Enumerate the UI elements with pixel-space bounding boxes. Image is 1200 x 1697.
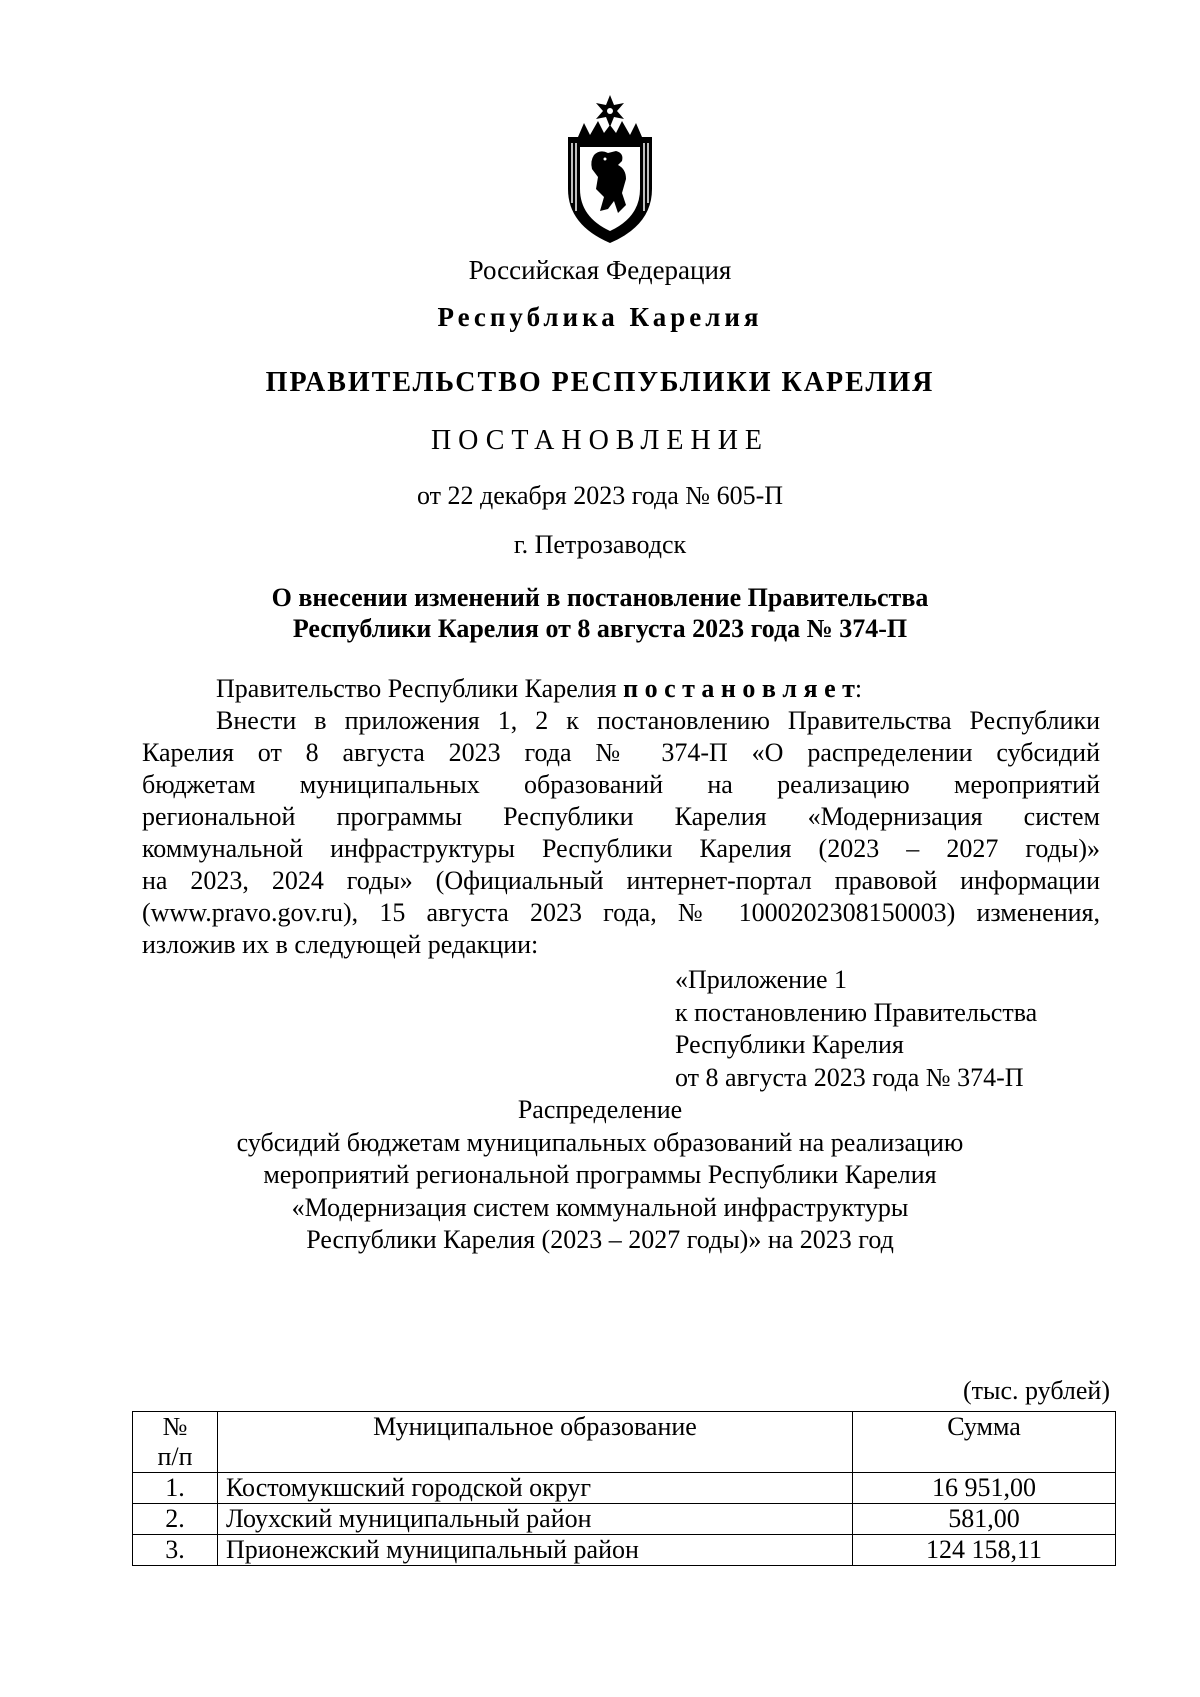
appendix-line: к постановлению Правительства [675,997,1038,1027]
paragraph-line: на 2023, 2024 годы» (Официальный интернет-портал правовой информации [142,866,1100,895]
paragraph-line: изложив их в следующей редакции: [142,930,539,959]
header-number-symbol: № [162,1412,188,1441]
row-municipality: Прионежский муниципальный район [218,1535,853,1566]
row-municipality: Лоухский муниципальный район [218,1504,853,1535]
paragraph-line: коммунальной инфраструктуры Республики Карелия (2023 – 2027 годы)» [142,834,1100,863]
distribution-line: Распределение [517,1095,683,1124]
paragraph-line: региональной программы Республики Карелия «Модернизация систем [142,802,1100,831]
resolution-verb: п о с т а н о в л я е т [623,674,855,703]
distribution-line: субсидий бюджетам муниципальных образований на реализацию [236,1127,964,1157]
subsidy-distribution-table [132,1411,1116,1566]
distribution-line: мероприятий региональной программы Республики Карелия [263,1160,937,1189]
paragraph-line: (www.pravo.gov.ru), 15 августа 2023 года, № 1000202308150003) изменения, [142,898,1100,927]
document-type: ПОСТАНОВЛЕНИЕ [430,425,770,456]
appendix-line: «Приложение 1 [675,965,848,994]
country-name: Российская Федерация [468,255,732,285]
row-sum: 581,00 [853,1504,1116,1535]
row-sum: 124 158,11 [853,1535,1116,1566]
appendix-line: от 8 августа 2023 года № 374-П [675,1062,1024,1092]
resolution-intro [142,673,1100,705]
table-row [133,1535,1116,1566]
table-row [133,1473,1116,1504]
appendix-line: Республики Карелия [675,1030,904,1059]
resolution-intro-prefix: Правительство Республики Карелия [216,674,624,703]
distribution-line: Республики Карелия (2023 – 2027 годы)» на 2023 год [306,1225,894,1254]
row-number: 2. [133,1504,218,1535]
row-municipality: Костомукшский городской округ [218,1473,853,1504]
header-number-abbrev: п/п [157,1442,193,1471]
row-number: 1. [133,1473,218,1504]
document-title-line-2: Республики Карелия от 8 августа 2023 года № 374-П [292,614,908,643]
distribution-heading [0,1094,1200,1257]
star-icon [596,95,624,127]
distribution-line: «Модернизация систем коммунальной инфраструктуры [291,1192,909,1222]
paragraph-line: Карелия от 8 августа 2023 года № 374-П «О распределении субсидий [142,738,1100,767]
government-name: ПРАВИТЕЛЬСТВО РЕСПУБЛИКИ КАРЕЛИЯ [265,367,935,398]
city-name: г. Петрозаводск [513,530,687,559]
header-number [133,1412,218,1473]
row-sum: 16 951,00 [853,1473,1116,1504]
resolution-intro-suffix: : [854,674,863,703]
header-municipality: Муниципальное образование [218,1412,853,1473]
document-date-number: от 22 декабря 2023 года № 605-П [416,481,784,510]
paragraph-line: бюджетам муниципальных образований на реализацию мероприятий [142,770,1100,799]
resolution-paragraph [142,705,1100,961]
paragraph-line: Внести в приложения 1, 2 к постановлению Правительства Республики [216,706,1100,735]
header-sum: Сумма [853,1412,1116,1473]
table-unit-label: (тыс. рублей) [962,1376,1110,1405]
table-row [133,1504,1116,1535]
table-header-row [133,1412,1116,1473]
document-title-line-1: О внесении изменений в постановление Правительства [271,583,929,612]
coat-of-arms-emblem [560,93,660,245]
appendix-reference [675,964,1115,1094]
row-number: 3. [133,1535,218,1566]
republic-name: Республика Карелия [437,302,763,332]
